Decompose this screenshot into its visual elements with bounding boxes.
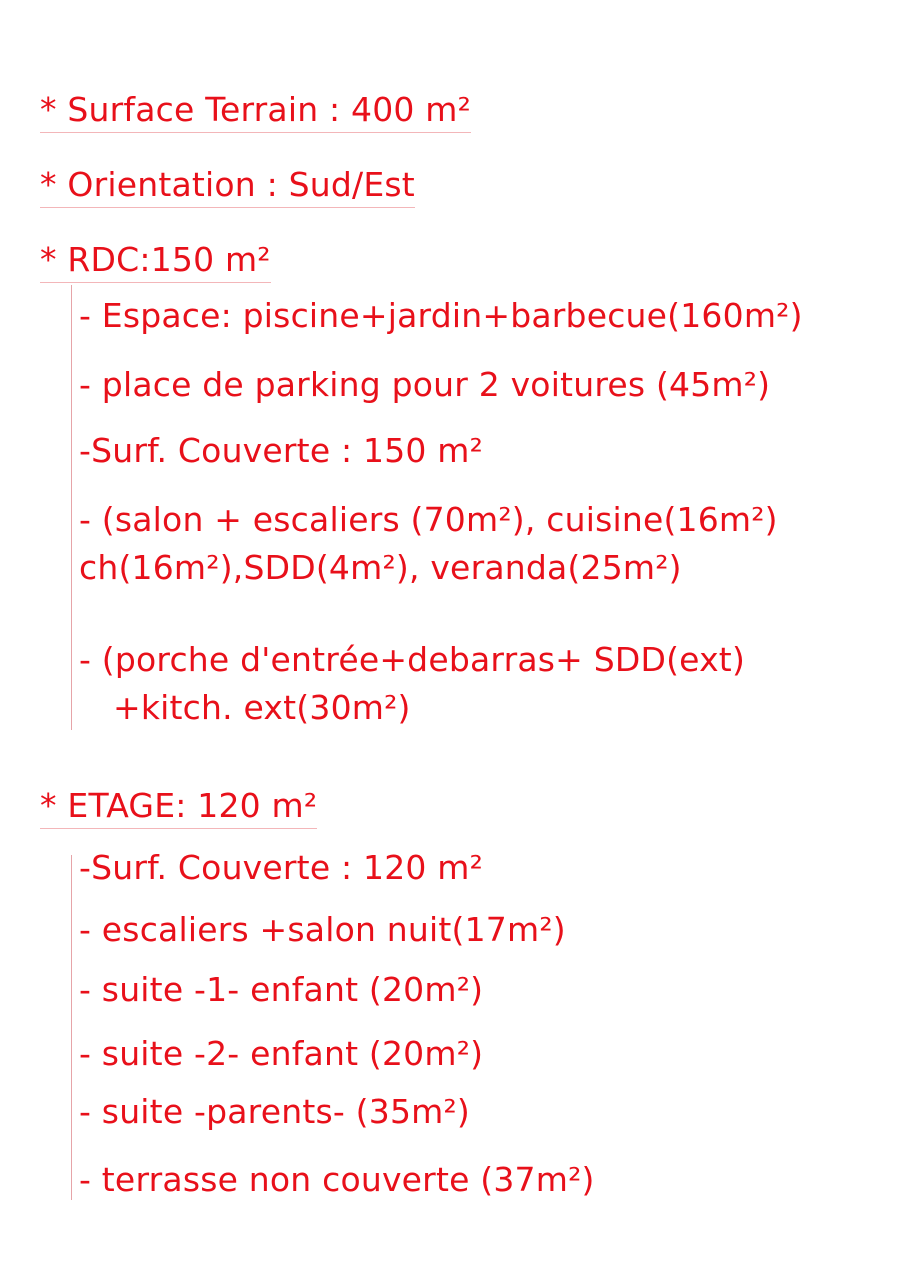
rdc-espace-item: - Espace: piscine+jardin+barbecue(160m²): [79, 296, 803, 335]
etage-heading: * ETAGE: 120 m²: [40, 786, 317, 829]
rdc-heading: * RDC:150 m²: [40, 240, 271, 283]
rdc-surf-couverte-item: -Surf. Couverte : 150 m²: [79, 431, 484, 470]
etage-terrasse-item: - terrasse non couverte (37m²): [79, 1160, 595, 1199]
rdc-parking-item: - place de parking pour 2 voitures (45m²): [79, 365, 771, 404]
etage-suite1-item: - suite -1- enfant (20m²): [79, 970, 484, 1009]
rdc-salon-item-line1: - (salon + escaliers (70m²), cuisine(16m²): [79, 500, 778, 539]
orientation-heading: * Orientation : Sud/Est: [40, 165, 415, 208]
etage-suite-parents-item: - suite -parents- (35m²): [79, 1092, 470, 1131]
etage-escaliers-item: - escaliers +salon nuit(17m²): [79, 910, 566, 949]
etage-surf-couverte-item: -Surf. Couverte : 120 m²: [79, 848, 484, 887]
rdc-salon-item-line2: ch(16m²),SDD(4m²), veranda(25m²): [79, 548, 682, 587]
etage-suite2-item: - suite -2- enfant (20m²): [79, 1034, 484, 1073]
surface-terrain-heading: * Surface Terrain : 400 m²: [40, 90, 471, 133]
rdc-porche-item-line2: +kitch. ext(30m²): [113, 688, 411, 727]
rdc-porche-item-line1: - (porche d'entrée+debarras+ SDD(ext): [79, 640, 746, 679]
rdc-vertical-rule: [71, 285, 72, 730]
etage-vertical-rule: [71, 855, 72, 1200]
